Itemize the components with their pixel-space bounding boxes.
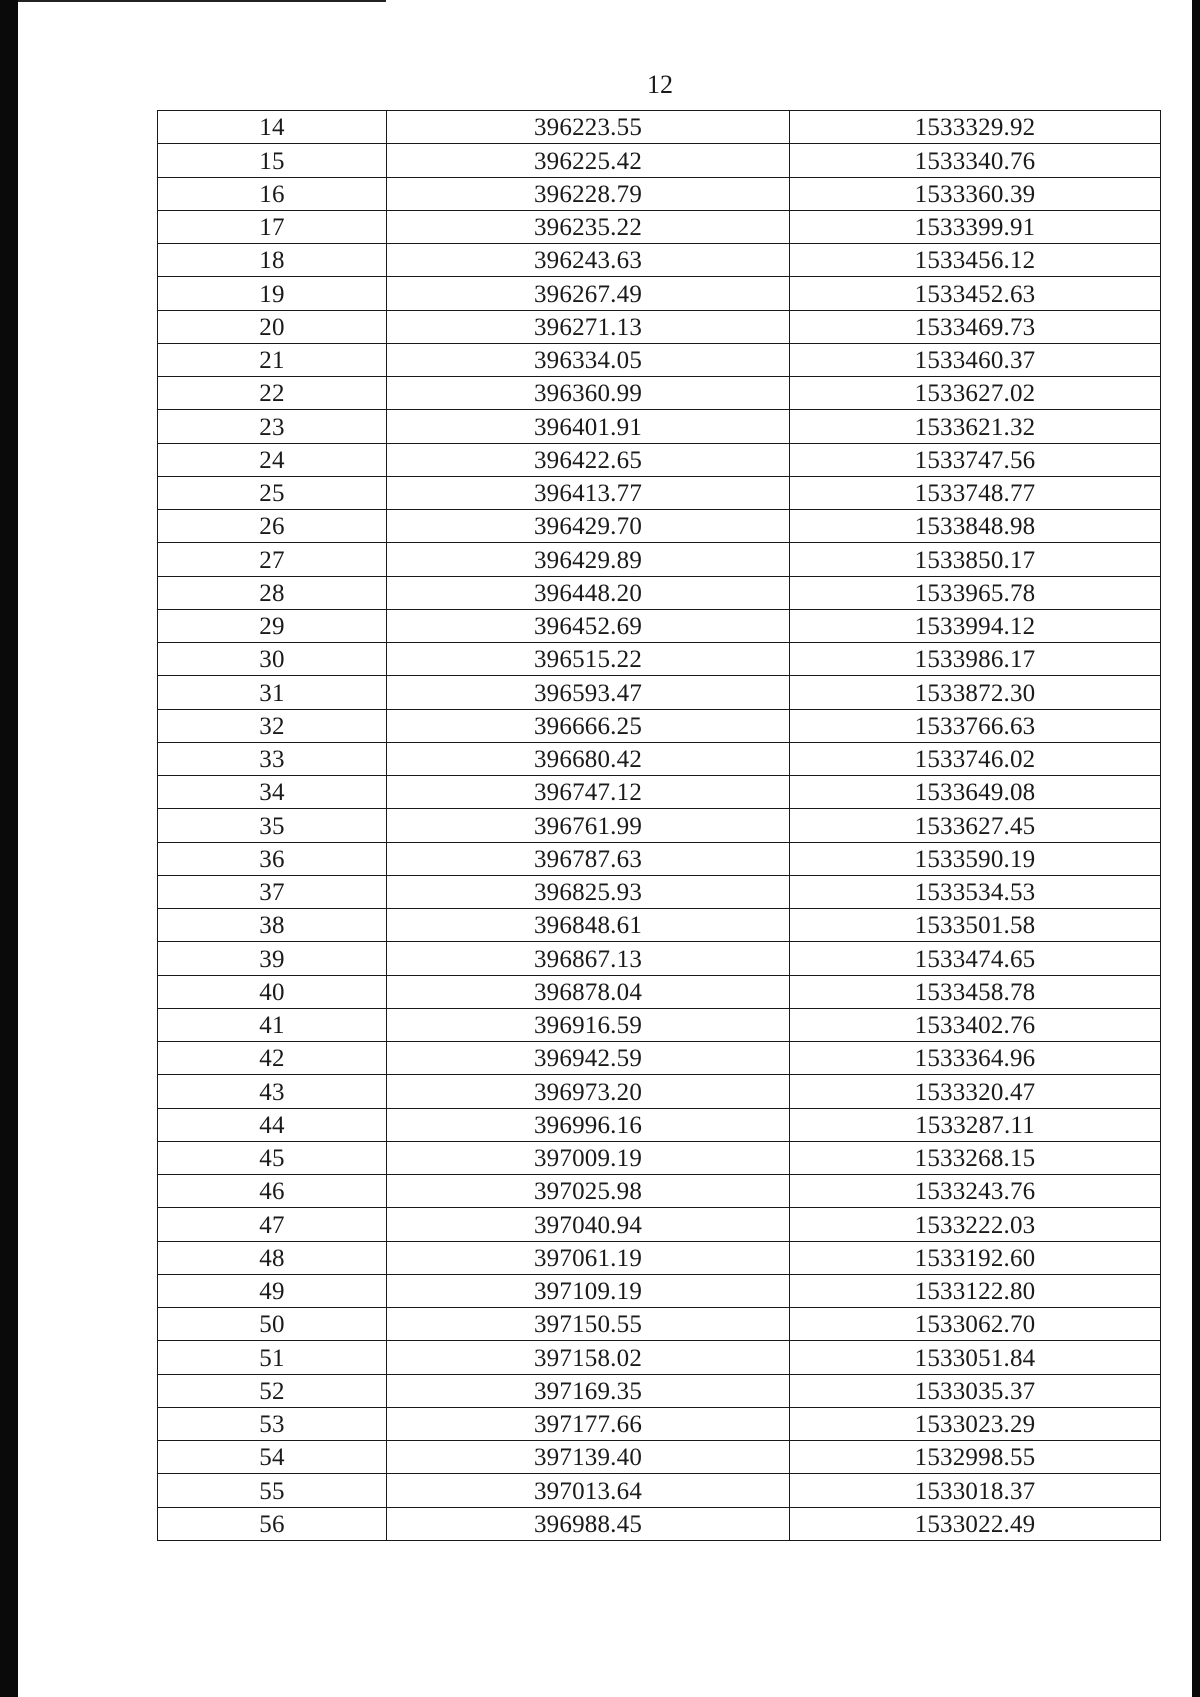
table-row (158, 543, 1161, 576)
point-number-cell: 38 (158, 909, 387, 942)
x-coordinate-cell: 396593.47 (387, 676, 790, 709)
point-number-cell: 29 (158, 609, 387, 642)
point-number-cell: 45 (158, 1141, 387, 1174)
point-number-cell: 33 (158, 742, 387, 775)
point-number-cell: 30 (158, 643, 387, 676)
table-row (158, 1241, 1161, 1274)
table-row (158, 643, 1161, 676)
table-row (158, 1374, 1161, 1407)
point-number-cell: 56 (158, 1507, 387, 1540)
x-coordinate-cell: 396235.22 (387, 210, 790, 243)
y-coordinate-cell: 1533062.70 (790, 1308, 1161, 1341)
y-coordinate-cell: 1533534.53 (790, 875, 1161, 908)
table-row (158, 842, 1161, 875)
y-coordinate-cell: 1533399.91 (790, 210, 1161, 243)
point-number-cell: 20 (158, 310, 387, 343)
point-number-cell: 31 (158, 676, 387, 709)
point-number-cell: 46 (158, 1175, 387, 1208)
point-number-cell: 54 (158, 1441, 387, 1474)
table-row (158, 1441, 1161, 1474)
table-row (158, 1341, 1161, 1374)
y-coordinate-cell: 1533022.49 (790, 1507, 1161, 1540)
point-number-cell: 55 (158, 1474, 387, 1507)
y-coordinate-cell: 1533627.02 (790, 377, 1161, 410)
table-row (158, 676, 1161, 709)
table-row (158, 177, 1161, 210)
x-coordinate-cell: 396267.49 (387, 277, 790, 310)
table-row (158, 975, 1161, 1008)
y-coordinate-cell: 1533474.65 (790, 942, 1161, 975)
x-coordinate-cell: 396429.70 (387, 510, 790, 543)
point-number-cell: 27 (158, 543, 387, 576)
x-coordinate-cell: 396448.20 (387, 576, 790, 609)
point-number-cell: 35 (158, 809, 387, 842)
table-row (158, 576, 1161, 609)
y-coordinate-cell: 1533469.73 (790, 310, 1161, 343)
x-coordinate-cell: 396228.79 (387, 177, 790, 210)
x-coordinate-cell: 396761.99 (387, 809, 790, 842)
y-coordinate-cell: 1532998.55 (790, 1441, 1161, 1474)
x-coordinate-cell: 396825.93 (387, 875, 790, 908)
y-coordinate-cell: 1533621.32 (790, 410, 1161, 443)
point-number-cell: 34 (158, 776, 387, 809)
x-coordinate-cell: 397025.98 (387, 1175, 790, 1208)
x-coordinate-cell: 397150.55 (387, 1308, 790, 1341)
y-coordinate-cell: 1533329.92 (790, 111, 1161, 144)
x-coordinate-cell: 396452.69 (387, 609, 790, 642)
table-row (158, 310, 1161, 343)
y-coordinate-cell: 1533018.37 (790, 1474, 1161, 1507)
x-coordinate-cell: 396867.13 (387, 942, 790, 975)
table-row (158, 1308, 1161, 1341)
x-coordinate-cell: 396996.16 (387, 1108, 790, 1141)
table-row (158, 1075, 1161, 1108)
x-coordinate-cell: 397013.64 (387, 1474, 790, 1507)
point-number-cell: 26 (158, 510, 387, 543)
x-coordinate-cell: 396878.04 (387, 975, 790, 1008)
table-row (158, 1042, 1161, 1075)
y-coordinate-cell: 1533872.30 (790, 676, 1161, 709)
y-coordinate-cell: 1533023.29 (790, 1407, 1161, 1440)
table-row (158, 1507, 1161, 1540)
x-coordinate-cell: 396916.59 (387, 1008, 790, 1041)
table-row (158, 1008, 1161, 1041)
y-coordinate-cell: 1533460.37 (790, 343, 1161, 376)
table-row (158, 709, 1161, 742)
point-number-cell: 47 (158, 1208, 387, 1241)
table-row (158, 244, 1161, 277)
table-row (158, 443, 1161, 476)
point-number-cell: 23 (158, 410, 387, 443)
table-row (158, 1141, 1161, 1174)
point-number-cell: 36 (158, 842, 387, 875)
table-row (158, 809, 1161, 842)
y-coordinate-cell: 1533747.56 (790, 443, 1161, 476)
x-coordinate-cell: 396988.45 (387, 1507, 790, 1540)
table-row (158, 875, 1161, 908)
x-coordinate-cell: 396973.20 (387, 1075, 790, 1108)
point-number-cell: 49 (158, 1274, 387, 1307)
table-row (158, 343, 1161, 376)
y-coordinate-cell: 1533402.76 (790, 1008, 1161, 1041)
table-row (158, 1108, 1161, 1141)
y-coordinate-cell: 1533287.11 (790, 1108, 1161, 1141)
table-row (158, 1474, 1161, 1507)
table-row (158, 210, 1161, 243)
x-coordinate-cell: 396225.42 (387, 144, 790, 177)
y-coordinate-cell: 1533649.08 (790, 776, 1161, 809)
y-coordinate-cell: 1533320.47 (790, 1075, 1161, 1108)
scan-edge-left (0, 0, 18, 1697)
x-coordinate-cell: 396666.25 (387, 709, 790, 742)
y-coordinate-cell: 1533222.03 (790, 1208, 1161, 1241)
y-coordinate-cell: 1533051.84 (790, 1341, 1161, 1374)
x-coordinate-cell: 396787.63 (387, 842, 790, 875)
table-row (158, 776, 1161, 809)
y-coordinate-cell: 1533766.63 (790, 709, 1161, 742)
point-number-cell: 41 (158, 1008, 387, 1041)
y-coordinate-cell: 1533850.17 (790, 543, 1161, 576)
point-number-cell: 25 (158, 476, 387, 509)
x-coordinate-cell: 396223.55 (387, 111, 790, 144)
x-coordinate-cell: 397061.19 (387, 1241, 790, 1274)
point-number-cell: 22 (158, 377, 387, 410)
y-coordinate-cell: 1533748.77 (790, 476, 1161, 509)
point-number-cell: 44 (158, 1108, 387, 1141)
point-number-cell: 14 (158, 111, 387, 144)
point-number-cell: 40 (158, 975, 387, 1008)
table-row (158, 909, 1161, 942)
table-row (158, 1175, 1161, 1208)
table-row (158, 410, 1161, 443)
table-row (158, 510, 1161, 543)
y-coordinate-cell: 1533986.17 (790, 643, 1161, 676)
table-row (158, 144, 1161, 177)
x-coordinate-cell: 396429.89 (387, 543, 790, 576)
x-coordinate-cell: 396401.91 (387, 410, 790, 443)
y-coordinate-cell: 1533848.98 (790, 510, 1161, 543)
point-number-cell: 21 (158, 343, 387, 376)
y-coordinate-cell: 1533994.12 (790, 609, 1161, 642)
point-number-cell: 42 (158, 1042, 387, 1075)
x-coordinate-cell: 397177.66 (387, 1407, 790, 1440)
y-coordinate-cell: 1533122.80 (790, 1274, 1161, 1307)
point-number-cell: 48 (158, 1241, 387, 1274)
y-coordinate-cell: 1533364.96 (790, 1042, 1161, 1075)
point-number-cell: 19 (158, 277, 387, 310)
x-coordinate-cell: 396942.59 (387, 1042, 790, 1075)
point-number-cell: 39 (158, 942, 387, 975)
table-row (158, 111, 1161, 144)
x-coordinate-cell: 396243.63 (387, 244, 790, 277)
y-coordinate-cell: 1533340.76 (790, 144, 1161, 177)
x-coordinate-cell: 396360.99 (387, 377, 790, 410)
x-coordinate-cell: 397169.35 (387, 1374, 790, 1407)
scan-edge-top (18, 0, 386, 2)
x-coordinate-cell: 397109.19 (387, 1274, 790, 1307)
y-coordinate-cell: 1533192.60 (790, 1241, 1161, 1274)
point-number-cell: 43 (158, 1075, 387, 1108)
table-row (158, 742, 1161, 775)
page-number: 12 (647, 70, 673, 99)
point-number-cell: 53 (158, 1407, 387, 1440)
point-number-cell: 37 (158, 875, 387, 908)
coordinates-table (157, 110, 1161, 1541)
table-row (158, 1208, 1161, 1241)
x-coordinate-cell: 396848.61 (387, 909, 790, 942)
coordinates-table-body (158, 111, 1161, 1541)
table-row (158, 609, 1161, 642)
table-row (158, 377, 1161, 410)
x-coordinate-cell: 397158.02 (387, 1341, 790, 1374)
x-coordinate-cell: 396680.42 (387, 742, 790, 775)
x-coordinate-cell: 396334.05 (387, 343, 790, 376)
table-row (158, 476, 1161, 509)
point-number-cell: 24 (158, 443, 387, 476)
x-coordinate-cell: 397040.94 (387, 1208, 790, 1241)
scan-edge-right (1192, 0, 1200, 1697)
point-number-cell: 18 (158, 244, 387, 277)
point-number-cell: 50 (158, 1308, 387, 1341)
y-coordinate-cell: 1533590.19 (790, 842, 1161, 875)
y-coordinate-cell: 1533452.63 (790, 277, 1161, 310)
y-coordinate-cell: 1533965.78 (790, 576, 1161, 609)
table-row (158, 942, 1161, 975)
y-coordinate-cell: 1533035.37 (790, 1374, 1161, 1407)
table-row (158, 277, 1161, 310)
y-coordinate-cell: 1533746.02 (790, 742, 1161, 775)
x-coordinate-cell: 396422.65 (387, 443, 790, 476)
point-number-cell: 17 (158, 210, 387, 243)
y-coordinate-cell: 1533627.45 (790, 809, 1161, 842)
y-coordinate-cell: 1533268.15 (790, 1141, 1161, 1174)
y-coordinate-cell: 1533456.12 (790, 244, 1161, 277)
y-coordinate-cell: 1533501.58 (790, 909, 1161, 942)
table-row (158, 1407, 1161, 1440)
x-coordinate-cell: 396413.77 (387, 476, 790, 509)
x-coordinate-cell: 397139.40 (387, 1441, 790, 1474)
point-number-cell: 52 (158, 1374, 387, 1407)
point-number-cell: 32 (158, 709, 387, 742)
y-coordinate-cell: 1533360.39 (790, 177, 1161, 210)
point-number-cell: 15 (158, 144, 387, 177)
x-coordinate-cell: 396747.12 (387, 776, 790, 809)
point-number-cell: 16 (158, 177, 387, 210)
y-coordinate-cell: 1533243.76 (790, 1175, 1161, 1208)
x-coordinate-cell: 396271.13 (387, 310, 790, 343)
x-coordinate-cell: 396515.22 (387, 643, 790, 676)
x-coordinate-cell: 397009.19 (387, 1141, 790, 1174)
table-row (158, 1274, 1161, 1307)
y-coordinate-cell: 1533458.78 (790, 975, 1161, 1008)
point-number-cell: 28 (158, 576, 387, 609)
point-number-cell: 51 (158, 1341, 387, 1374)
